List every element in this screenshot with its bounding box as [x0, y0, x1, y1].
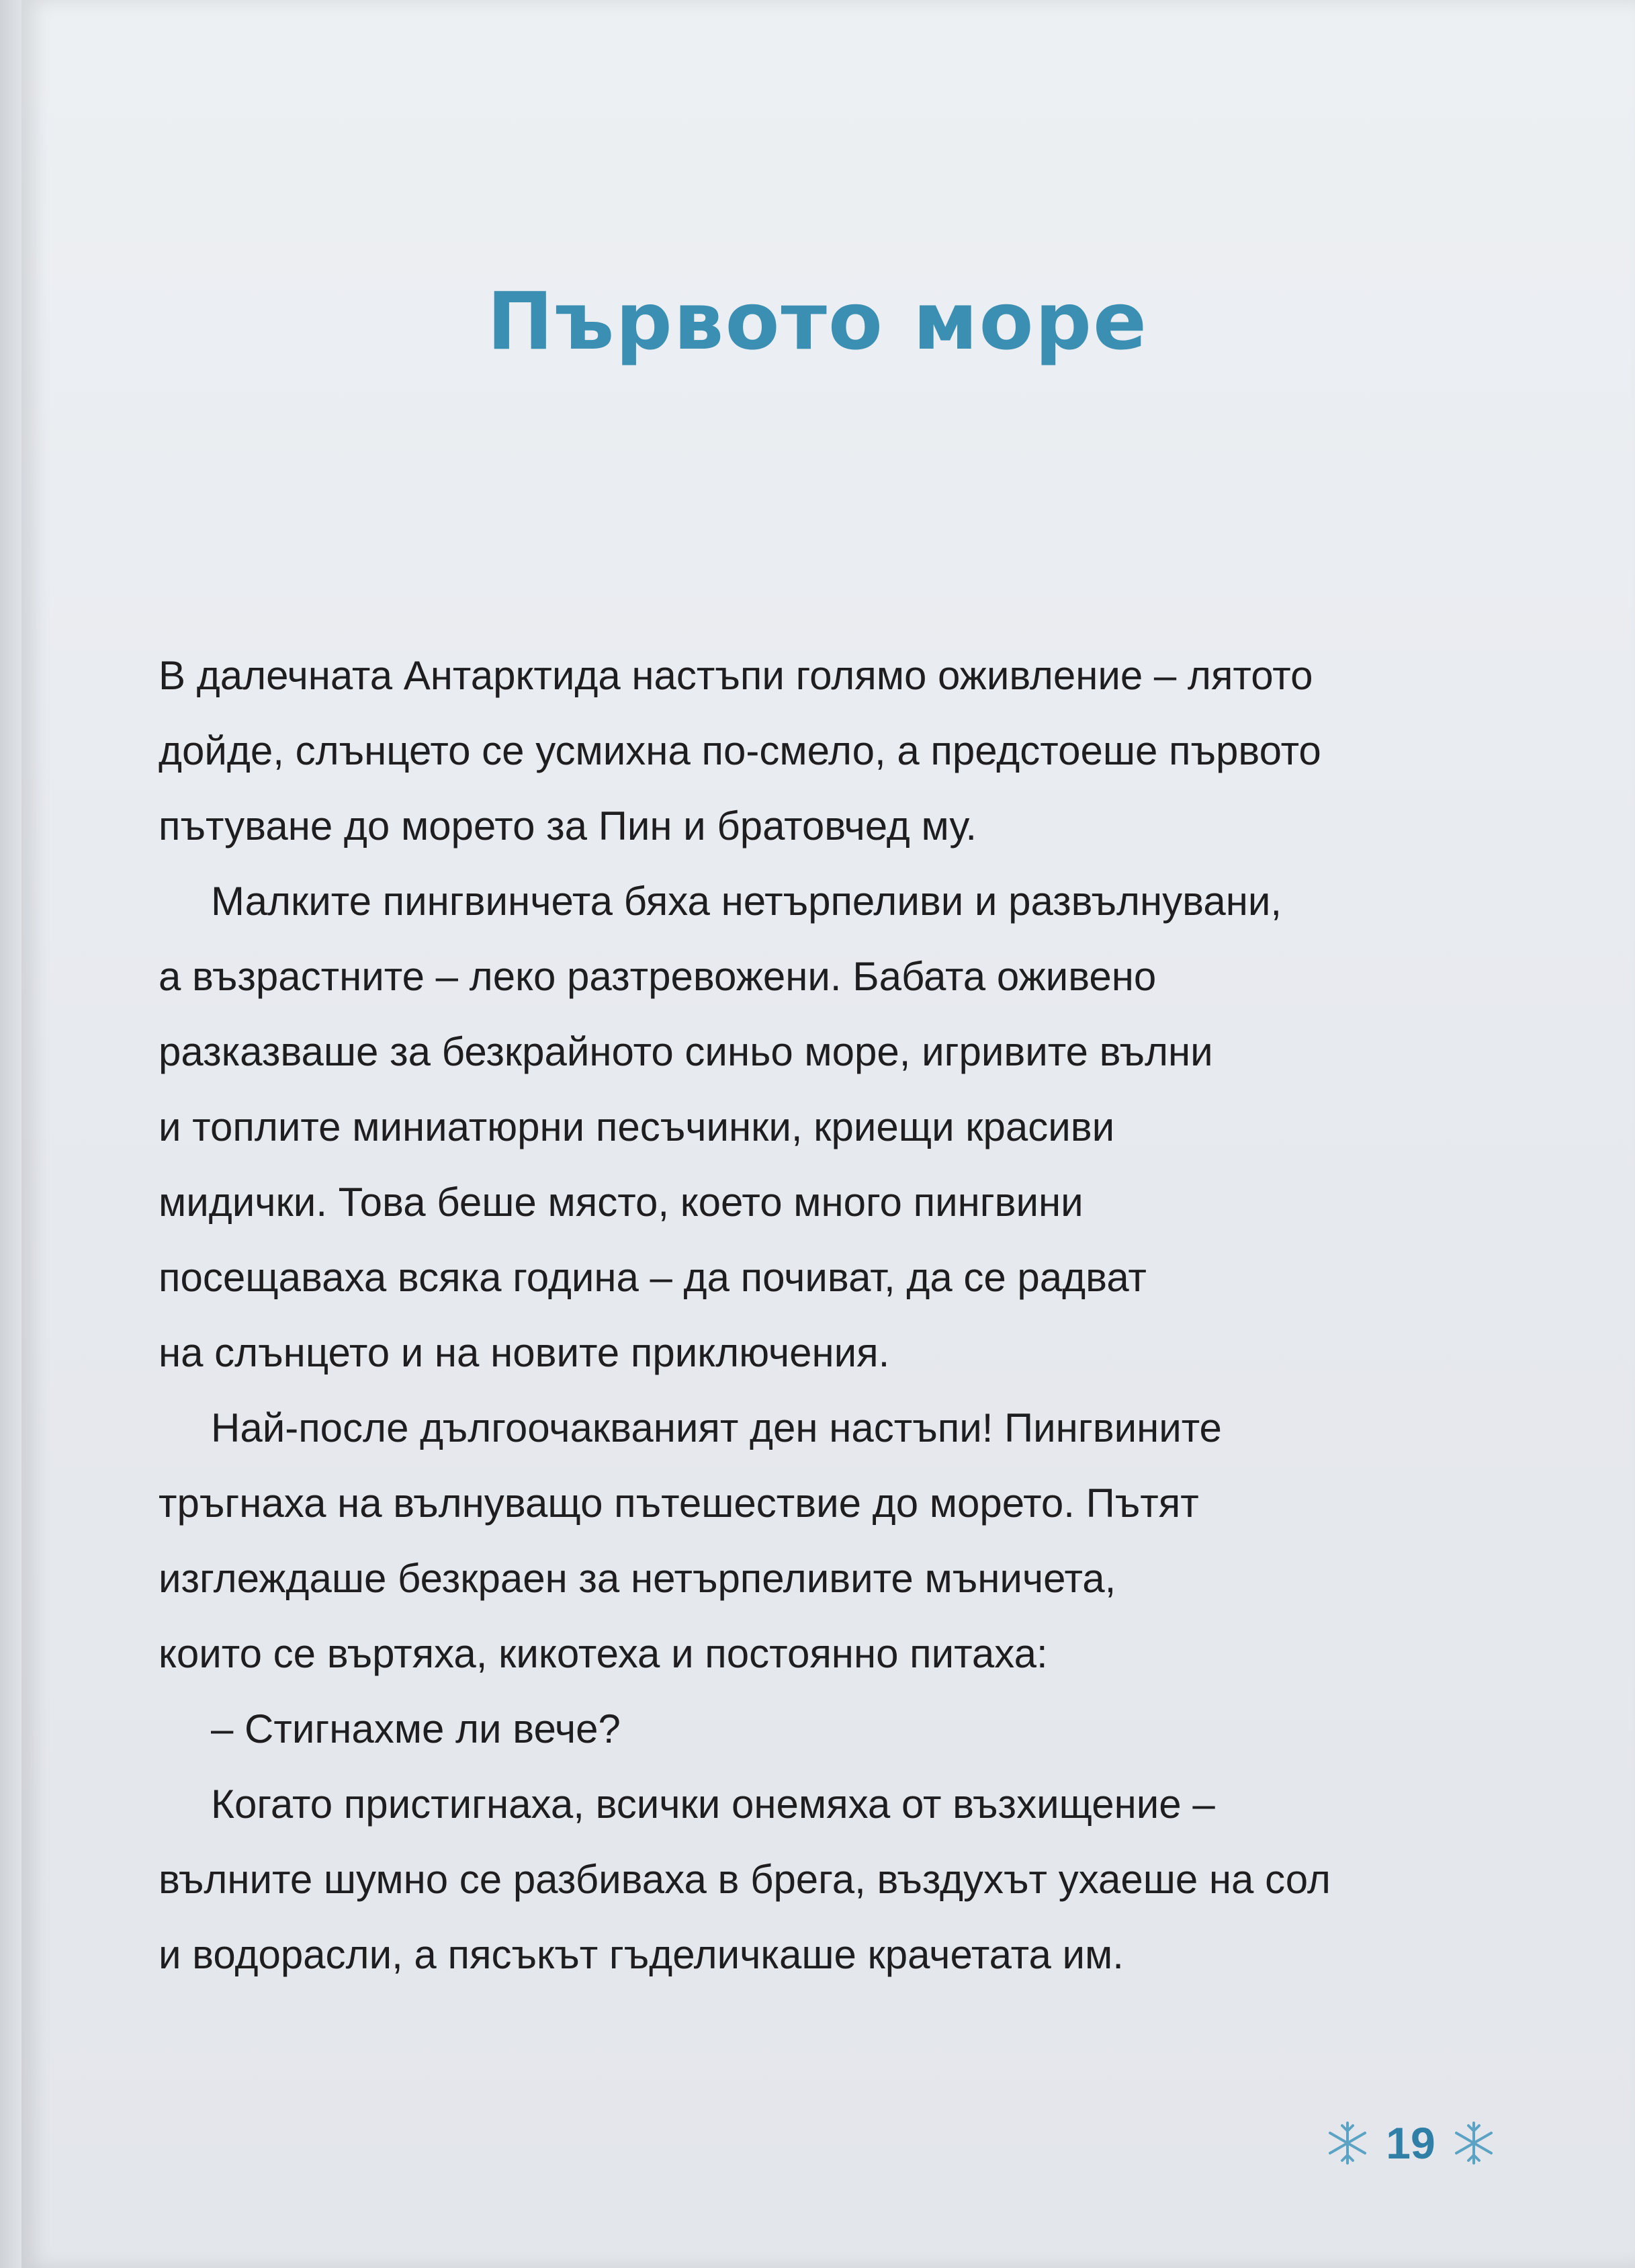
text-line: които се въртяха, кикотеха и постоянно питаха:: [159, 1631, 1048, 1676]
text-line: Когато пристигнаха, всички онемяха от възхищение –: [211, 1782, 1215, 1827]
text-line: и топлите миниатюрни песъчинки, криещи красиви: [159, 1104, 1115, 1149]
page-number: 19: [1386, 2118, 1435, 2168]
snowflake-icon: [1450, 2119, 1498, 2167]
text-line: – Стигнахме ли вече?: [211, 1706, 621, 1751]
paragraph-2: [159, 864, 1515, 1391]
text-line: и водорасли, а пясъкът гъделичкаше крачетата им.: [159, 1932, 1124, 1977]
page-title: Първото море: [486, 275, 1149, 368]
paragraph-4: [159, 1692, 1515, 1767]
snowflake-icon: [1323, 2119, 1372, 2167]
text-line: Малките пингвинчета бяха нетърпеливи и развълнувани,: [211, 879, 1282, 924]
paragraph-1: [159, 638, 1515, 864]
text-line: на слънцето и на новите приключения.: [159, 1330, 890, 1375]
text-line: вълните шумно се разбиваха в брега, въздухът ухаеше на сол: [159, 1857, 1331, 1902]
paragraph-5: [159, 1767, 1515, 1993]
text-line: а възрастните – леко разтревожени. Бабата оживено: [159, 954, 1157, 999]
text-line: изглеждаше безкраен за нетърпеливите мъничета,: [159, 1556, 1116, 1601]
text-line: В далечната Антарктида настъпи голямо оживление – лятото: [159, 653, 1313, 698]
story-text: [159, 638, 1515, 1993]
text-line: пътуване до морето за Пин и братовчед му.: [159, 803, 977, 848]
paragraph-3: [159, 1391, 1515, 1692]
text-line: мидички. Това беше място, което много пингвини: [159, 1180, 1084, 1225]
text-line: разказваше за безкрайното синьо море, игривите вълни: [159, 1029, 1213, 1074]
text-line: посещаваха всяка година – да почиват, да се радват: [159, 1255, 1147, 1300]
text-line: Най-после дългоочакваният ден настъпи! Пингвините: [211, 1405, 1222, 1450]
page-footer: [1323, 2109, 1498, 2177]
text-line: дойде, слънцето се усмихна по-смело, а предстоеше първото: [159, 728, 1321, 773]
text-line: тръгнаха на вълнуващо пътешествие до морето. Пътят: [159, 1481, 1199, 1526]
